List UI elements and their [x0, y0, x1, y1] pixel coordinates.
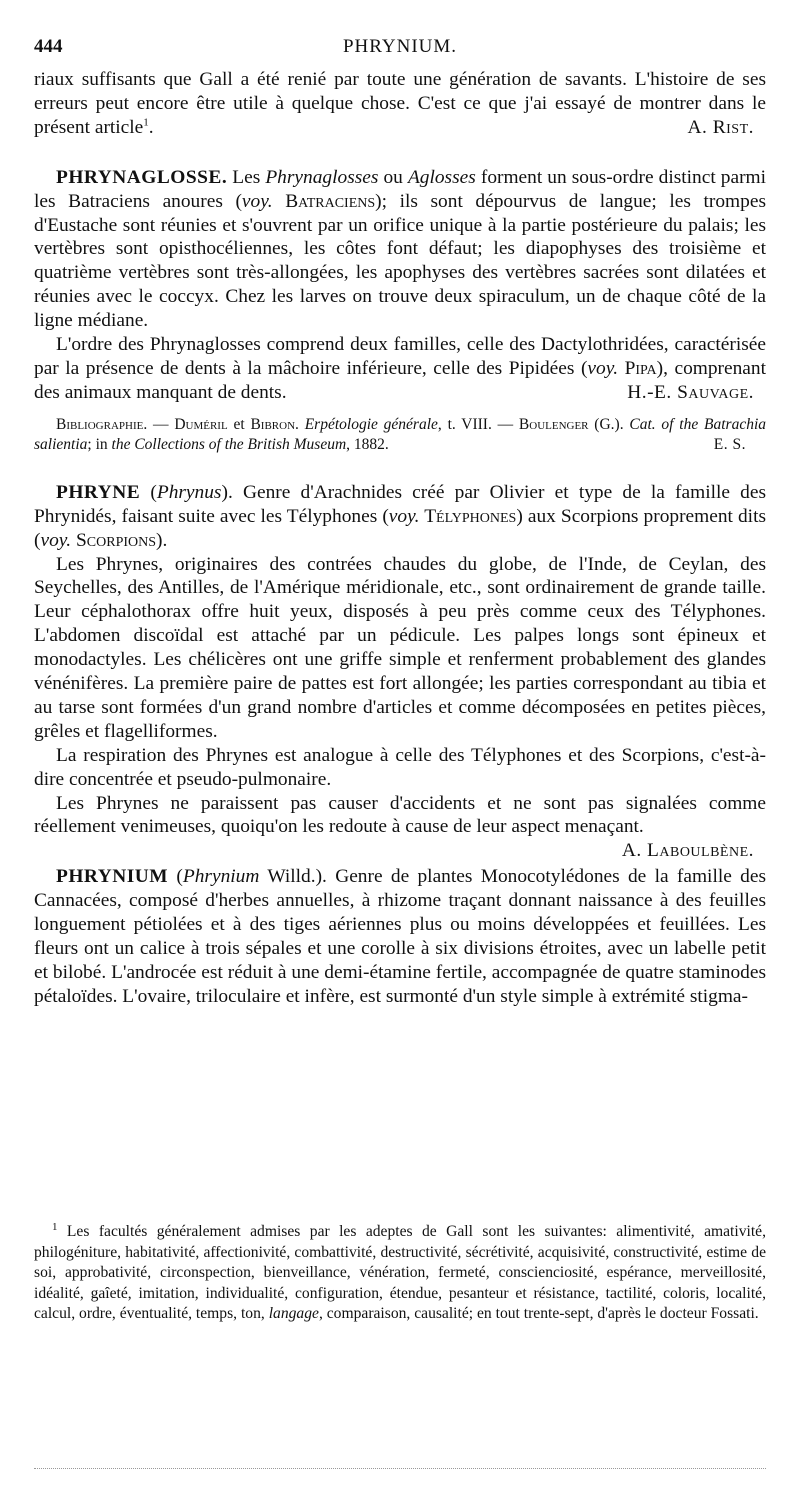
text: ). — [156, 529, 168, 551]
headword-phryne: PHRYNE — [56, 481, 141, 503]
phryne-paragraph-4 — [34, 792, 766, 862]
text: et — [227, 415, 251, 433]
text: Willd.). Genre de plantes Monocotylédones de la famille des Cannacées, composé d'herbes annuelles, à rhizome traçant donnant naissance à des feuilles longuement pétiolées et à des tiges aériennes plus ou moins développées et feuillées. Les fleurs ont un calice à trois sépales et une corolle à six divisions étroites, avec un labelle petit et bilobé. L'androcée est réduit à une demi-étamine fertile, accompagnée de quatre staminodes pétaloïdes. L'ovaire, triloculaire et infère, est surmonté d'un style simple à extrémité stigma- — [34, 866, 766, 1007]
voy-ref: voy. — [388, 505, 420, 527]
work-title: the Collections of the British Museum — [111, 435, 347, 453]
text: ; in — [87, 435, 112, 453]
voy-ref: voy. — [40, 529, 72, 551]
term-phrynus: Phrynus — [156, 481, 222, 503]
cross-ref-batraciens: Batraciens — [272, 190, 376, 212]
text: Les facultés généralement admises par les adeptes de Gall sont les suivantes: alimentivité, amativité, philogéniture, habitativité, affectionivité, combattivité, destructivité, sécrétivité, acquisivité, constructivité, estime de soi, approbativité, circonspection, bienveillance, vénération, fermeté, conscienciosité, espérance, merveillosité, idéalité, gaîeté, imitation, individualité, configuration, étendue, pesanteur et résistance, tactilité, coloris, localité, calcul, ordre, éventualité, temps, ton, — [34, 1223, 766, 1322]
text: Les Phrynes ne paraissent pas causer d'accidents et ne sont pas signalées comme réellement venimeuses, quoiqu'on les redoute à cause de leur aspect menaçant. — [34, 792, 766, 838]
work-title: Erpétologie générale — [304, 415, 438, 433]
text: forment un sous-ordre distinct parmi les Batraciens anoures ( — [34, 166, 767, 212]
footnote-ref: 1 — [143, 116, 149, 129]
text: ( — [168, 866, 183, 888]
signature-rist: A. Rist. — [687, 116, 754, 138]
term-phrynium: Phrynium — [182, 866, 260, 888]
text: L'ordre des Phrynaglosses comprend deux familles, celle des Dactylothridées, caractérisée par la présence de dents à la mâchoire inférieure, celle des Pipidées ( — [34, 334, 766, 379]
rist-closing-paragraph — [34, 68, 766, 140]
rist-period: . — [148, 116, 154, 138]
text: , t. VIII. — — [437, 415, 519, 433]
author: Boulenger — [518, 415, 589, 433]
cross-ref-pipa: Pipa — [618, 357, 657, 379]
signature-laboulbene: A. Laboulbène. — [621, 840, 754, 862]
voy-ref: voy. — [587, 357, 619, 379]
phryne-paragraph-1 — [34, 481, 766, 553]
text: ( — [140, 481, 157, 503]
running-header — [34, 36, 766, 60]
signature-sauvage: H.-E. Sauvage. — [627, 381, 754, 403]
phryne-paragraph-2: Les Phrynes, originaires des contrées chaudes du globe, de l'Inde, de Ceylan, des Seychelles, des Antilles, de l'Amérique méridionale, etc., sont ordinairement de grande taille. Leur céphalothorax offre huit yeux, disposés à peu près comme ceux des Télyphones. L'abdomen discoïdal est attaché par un pédicule. Les palpes longs sont épineux et monodactyles. Les chélicères ont une griffe simple et renferment probablement des glandes vénénifères. La première paire de pattes est fort allongée; les parties correspondant au tibia et au tarse sont formées d'un grand nombre d'articles et comme décomposées en petites pièces, grêles et flagelliformes. — [34, 553, 766, 742]
bibliography-label: Bibliographie. — [56, 415, 148, 433]
phrynaglosse-paragraph-2 — [34, 333, 766, 405]
text: , comparaison, causalité; en tout trente-sept, d'après le docteur Fossati. — [318, 1305, 759, 1322]
text: ), comprenant des animaux manquant de dents. — [34, 357, 766, 403]
term-langage: langage — [268, 1305, 319, 1322]
phryne-paragraph-3: La respiration des Phrynes est analogue à celle des Télyphones et des Scorpions, c'est-à-dire concentrée et pseudo-pulmonaire. — [34, 744, 766, 790]
footnote-marker: 1 — [52, 1220, 58, 1233]
work-title: Cat. of the Batrachia salientia — [34, 415, 767, 453]
text: — — [147, 415, 175, 433]
headword-phrynaglosse: PHRYNAGLOSSE. — [56, 166, 228, 188]
cross-ref-scorpions: Scorpions — [71, 529, 157, 551]
cross-ref-telyphones: Télyphones — [419, 505, 517, 527]
page-number: 444 — [34, 36, 63, 57]
text: ) aux Scorpions proprement dits ( — [34, 505, 767, 551]
bottom-dotted-rule — [34, 1468, 766, 1469]
voy-ref: voy. — [241, 190, 273, 212]
text: Les — [227, 166, 266, 188]
footnote-paragraph — [34, 1222, 766, 1325]
text: . — [295, 415, 305, 433]
term-aglosses: Aglosses — [407, 166, 476, 188]
text: , 1882. — [346, 435, 389, 453]
term-phrynaglosses: Phrynaglosses — [265, 166, 379, 188]
author: Bibron — [250, 415, 296, 433]
text: ); ils sont dépourvus de langue; les trompes d'Eustache sont réunies et s'ouvrent par un orifice unique à la partie postérieure du palais; les vertèbres sont opisthocéliennes, les côtes font défaut; les diapophyses des troisième et quatrième vertèbres sont très-allongées, les apophyses des vertèbres sacrées sont dilatées et réunies avec le coccyx. Chez les larves on trouve deux spiraculum, un de chaque côté de la ligne médiane. — [34, 190, 766, 332]
rist-text: riaux suffisants que Gall a été renié par toute une génération de savants. L'histoire de ses erreurs peut encore être utile à quelque chose. C'est ce que j'ai essayé de montrer dans le présent article — [34, 69, 766, 138]
text: ). Genre d'Arachnides créé par Olivier et type de la famille des Phrynidés, faisant suite avec les Télyphones ( — [34, 481, 766, 527]
footnote — [34, 1222, 766, 1325]
phrynium-paragraph-1 — [34, 865, 766, 1008]
text: ou — [378, 166, 408, 188]
signature-es: E. S. — [713, 435, 746, 453]
text: (G.). — [588, 415, 630, 433]
phrynaglosse-paragraph-1 — [34, 166, 766, 333]
headword-phrynium: PHRYNIUM — [56, 866, 169, 888]
bibliography — [34, 415, 766, 455]
page-body — [34, 68, 766, 1009]
author: Duméril — [174, 415, 228, 433]
running-title: PHRYNIUM. — [342, 36, 458, 57]
